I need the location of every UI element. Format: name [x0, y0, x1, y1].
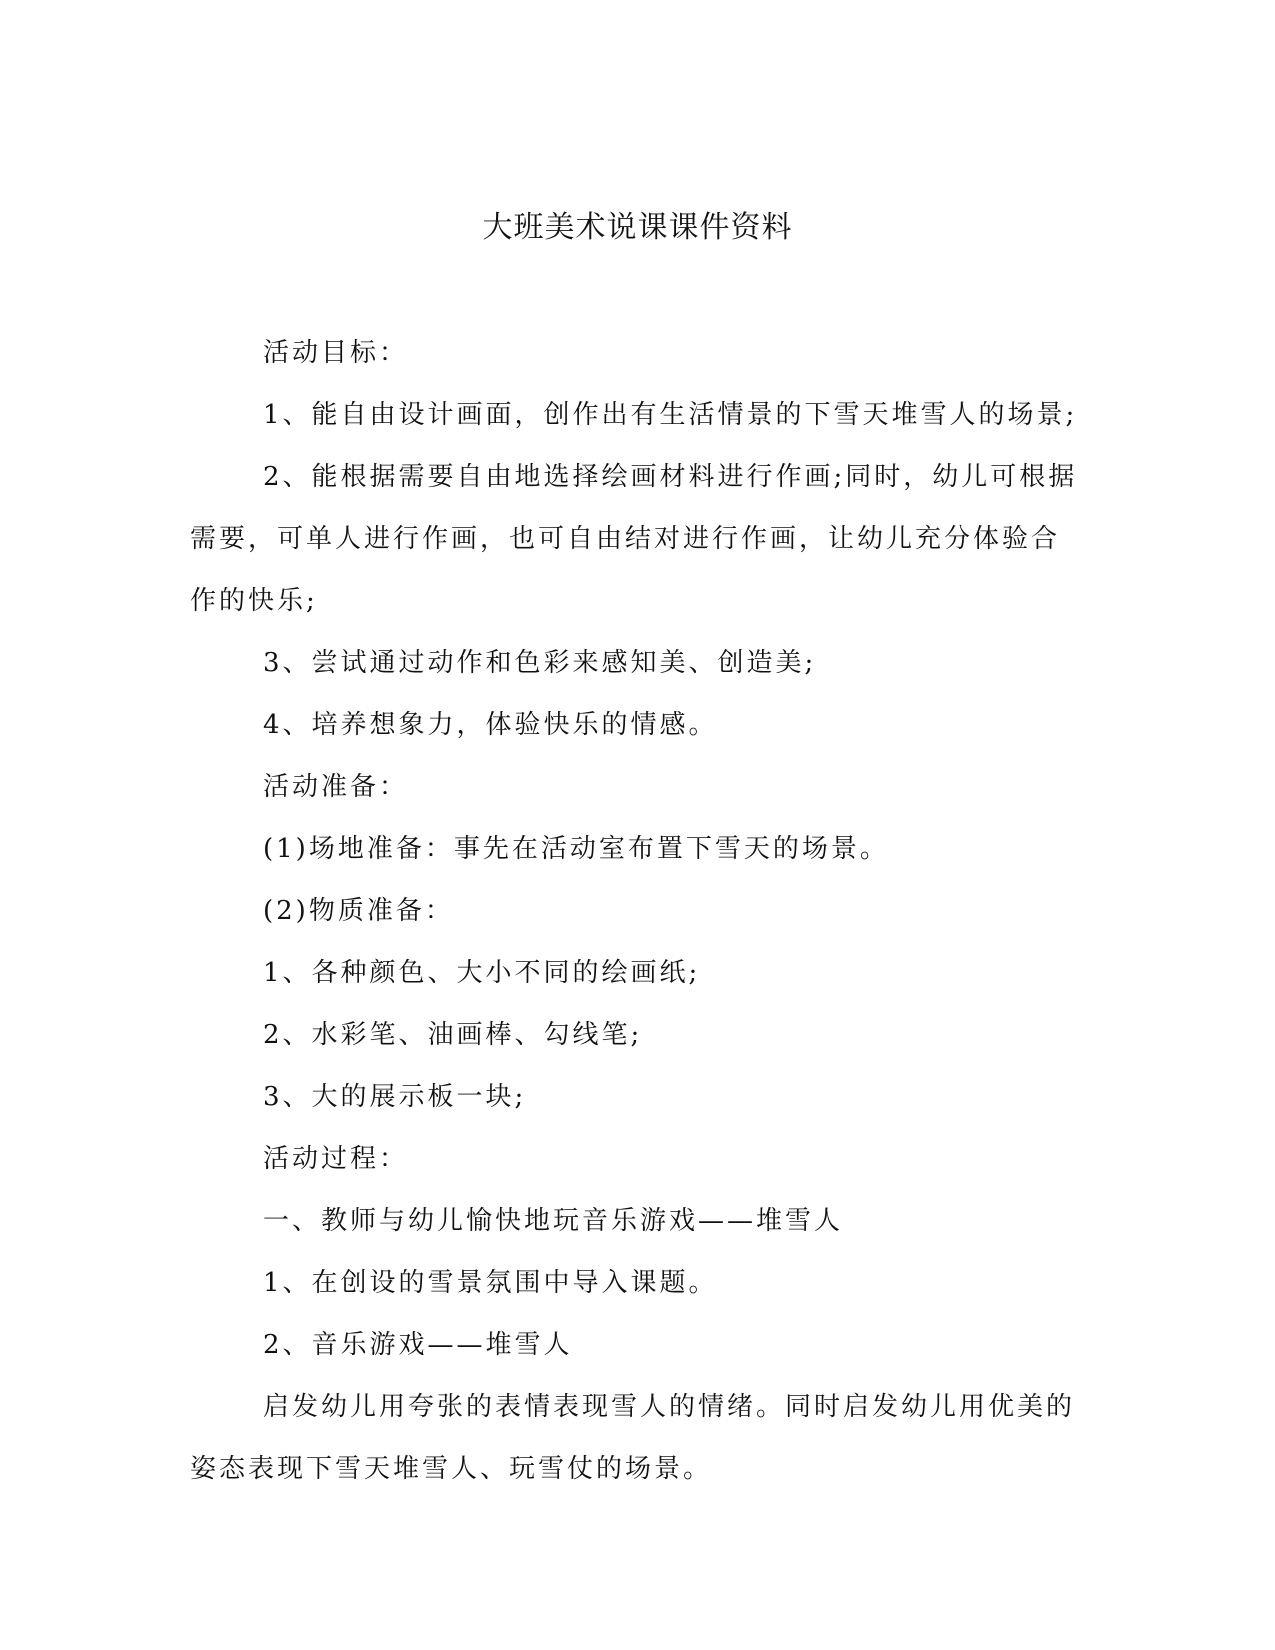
paragraph-goal-2-line-2: 需要，可单人进行作画，也可自由结对进行作画，让幼儿充分体验合 — [190, 524, 1061, 554]
section-heading-process: 活动过程： — [263, 1144, 409, 1174]
paragraph-goal-2-line-3: 作的快乐; — [190, 586, 318, 616]
paragraph-inspire-line-2: 姿态表现下雪天堆雪人、玩雪仗的场景。 — [190, 1454, 713, 1484]
paragraph-process-1: 一、教师与幼儿愉快地玩音乐游戏——堆雪人 — [263, 1206, 844, 1236]
paragraph-process-1-2: 2、音乐游戏——堆雪人 — [263, 1330, 573, 1360]
paragraph-goal-2-line-1: 2、能根据需要自由地选择绘画材料进行作画;同时，幼儿可根据 — [263, 462, 1078, 492]
page-title: 大班美术说课课件资料 — [482, 210, 793, 245]
paragraph-goal-3: 3、尝试通过动作和色彩来感知美、创造美; — [263, 648, 817, 678]
paragraph-process-1-1: 1、在创设的雪景氛围中导入课题。 — [263, 1268, 718, 1298]
paragraph-goal-4: 4、培养想象力，体验快乐的情感。 — [263, 710, 718, 740]
paragraph-goal-1: 1、能自由设计画面，创作出有生活情景的下雪天堆雪人的场景; — [263, 400, 1078, 430]
paragraph-material-prep: (2)物质准备： — [263, 896, 454, 926]
paragraph-material-1: 1、各种颜色、大小不同的绘画纸; — [263, 958, 701, 988]
paragraph-material-3: 3、大的展示板一块; — [263, 1082, 527, 1112]
document-body — [190, 322, 1080, 1500]
paragraph-venue-prep: (1)场地准备：事先在活动室布置下雪天的场景。 — [263, 834, 889, 864]
paragraph-material-2: 2、水彩笔、油画棒、勾线笔; — [263, 1020, 643, 1050]
paragraph-inspire-line-1: 启发幼儿用夸张的表情表现雪人的情绪。同时启发幼儿用优美的 — [263, 1392, 1076, 1422]
section-heading-goals: 活动目标： — [263, 338, 409, 368]
section-heading-preparation: 活动准备： — [263, 772, 409, 802]
